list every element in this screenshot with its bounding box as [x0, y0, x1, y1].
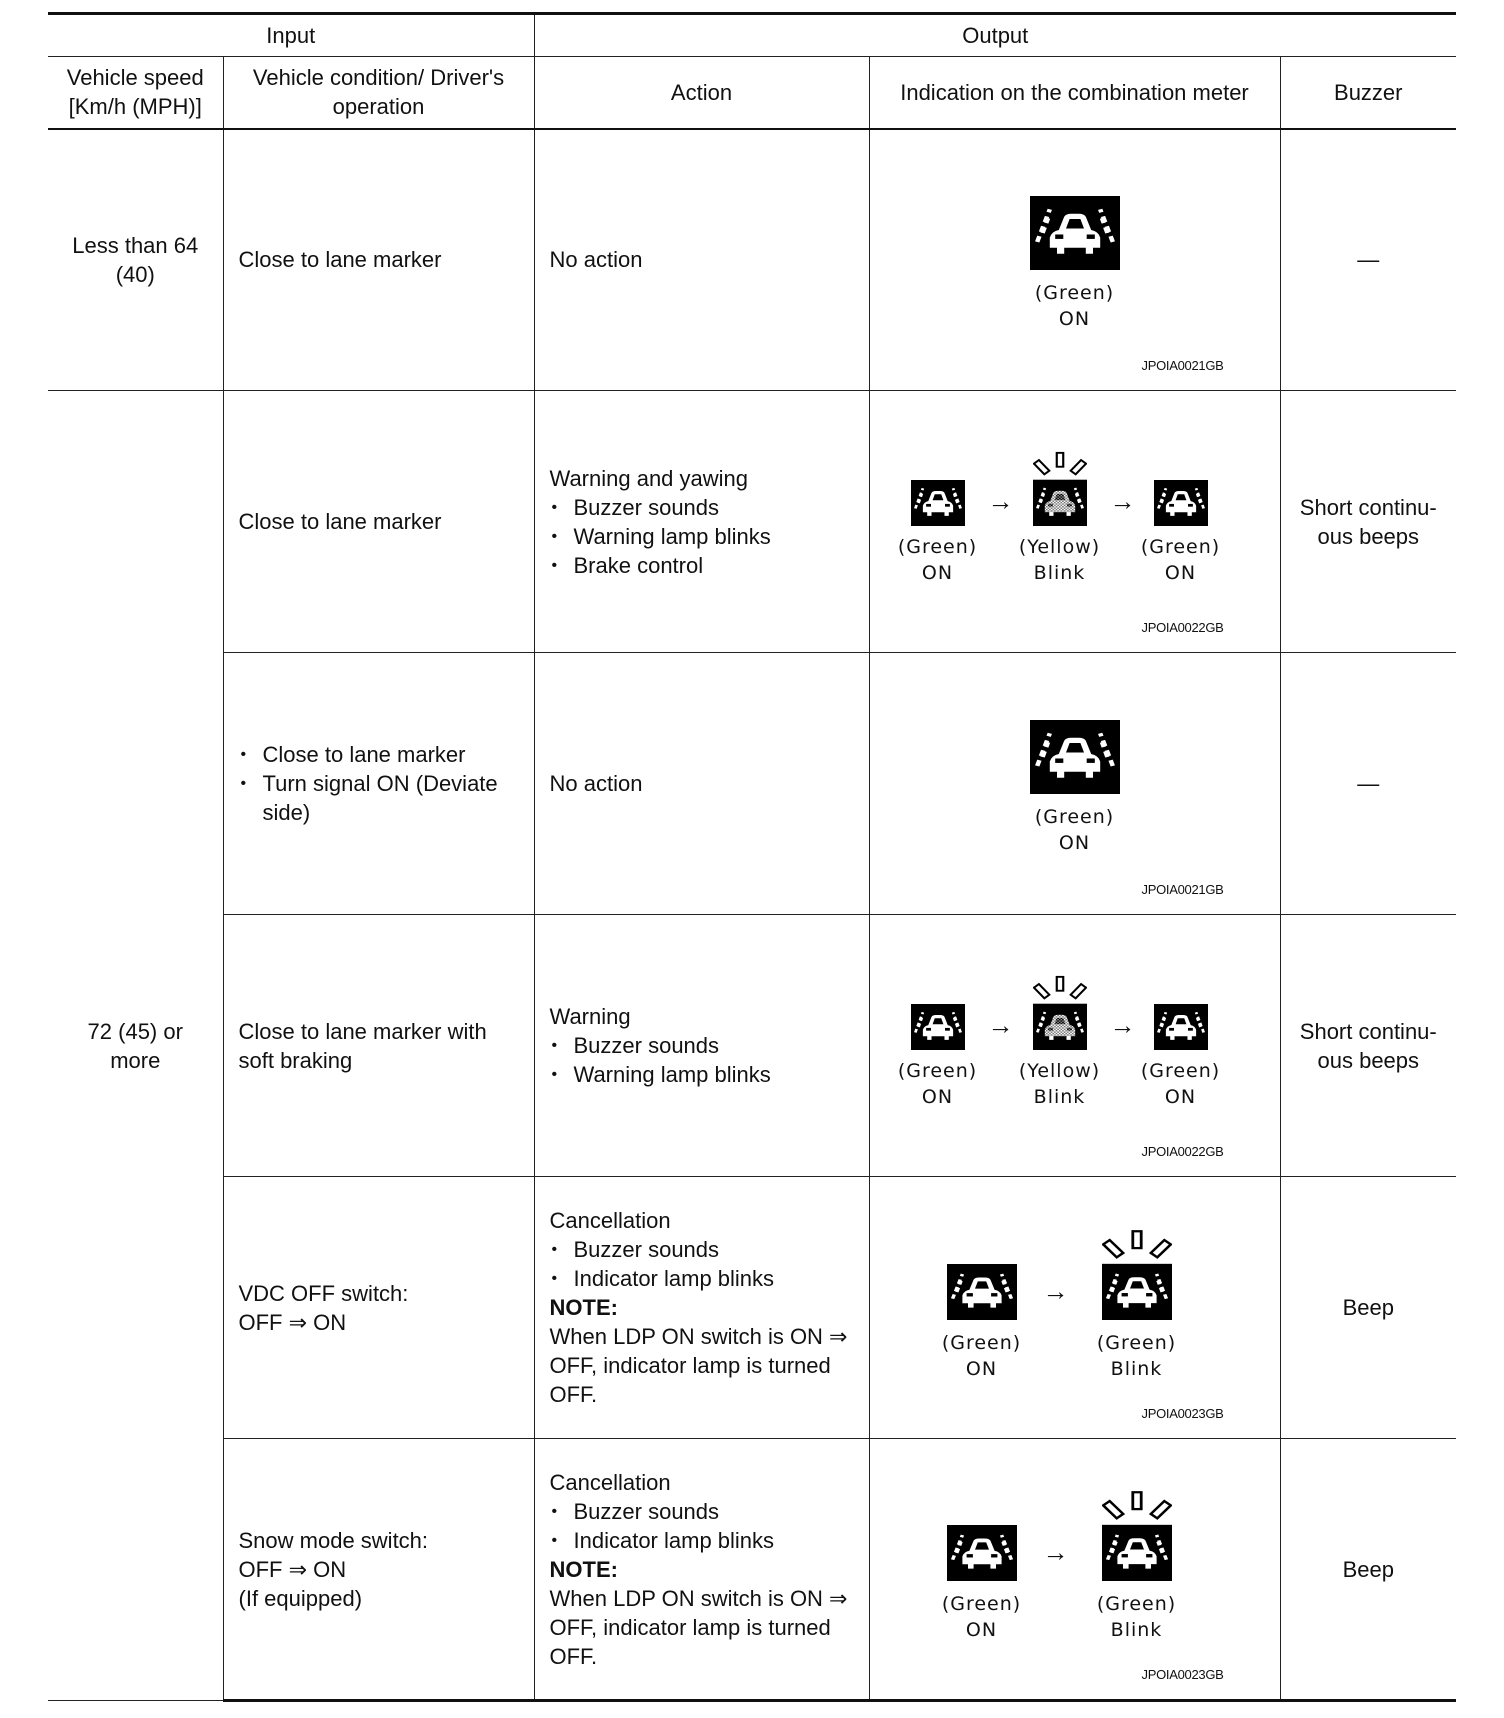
- action-bullet-list: [550, 1031, 861, 1089]
- buzzer-cell: [1280, 653, 1456, 915]
- speed-line: (40): [115, 261, 155, 287]
- note-line: When LDP ON switch is ON ⇒: [549, 1585, 848, 1611]
- figure-code: JPOIA0021GB: [1141, 881, 1224, 897]
- indicator-color: (Green): [1096, 1593, 1177, 1615]
- arrow-right-icon: →: [987, 485, 1014, 516]
- speed-header-line: [Km/h (MPH)]: [68, 94, 202, 120]
- condition-bullet-item: [239, 740, 526, 769]
- note-line: OFF.: [549, 1382, 598, 1407]
- figure-code: JPOIA0022GB: [1141, 1143, 1224, 1159]
- indicator-caption: [1077, 1591, 1197, 1643]
- indication-cell: [869, 1177, 1280, 1439]
- arrow-right-icon: →: [987, 1009, 1014, 1040]
- indicator-state: ON: [1058, 307, 1091, 330]
- condition-header-line: Vehicle condition/ Driver's: [252, 65, 505, 91]
- note-label: NOTE:: [549, 1295, 618, 1320]
- lane-departure-icon: [1154, 480, 1208, 526]
- indication-cell: [869, 391, 1280, 653]
- buzzer-line: Beep: [1342, 1295, 1394, 1320]
- indicator-state: ON: [965, 1357, 998, 1380]
- lane-departure-icon: [911, 480, 965, 526]
- indicator-caption: [1000, 1058, 1120, 1110]
- lane-departure-flashing-icon: [1102, 1229, 1172, 1320]
- indication-column-header: Indication on the combination meter: [869, 57, 1280, 129]
- buzzer-line: Short continu-: [1299, 1018, 1437, 1044]
- condition-line: OFF ⇒ ON: [238, 1309, 347, 1335]
- note-label: NOTE:: [549, 1556, 618, 1582]
- lane-departure-icon: [1154, 1004, 1208, 1050]
- arrow-right-icon: →: [1109, 1009, 1136, 1040]
- action-bullet-list: [550, 1235, 861, 1293]
- indication-cell: [869, 653, 1280, 915]
- buzzer-line: —: [1357, 247, 1380, 273]
- action-bullet-item: • Indicator lamp blinks: [550, 1264, 861, 1293]
- buzzer-cell: [1280, 129, 1456, 391]
- indicator-color: (Green): [941, 1331, 1022, 1354]
- indicator-state: ON: [921, 561, 954, 584]
- action-title: Warning and yawing: [549, 465, 749, 491]
- action-bullet-item: • Indicator lamp blinks: [550, 1526, 861, 1555]
- condition-line: Close to lane marker: [238, 509, 442, 534]
- indicator-caption: [1015, 280, 1135, 332]
- output-header: Output: [534, 14, 1456, 57]
- buzzer-line: ous beeps: [1317, 1047, 1420, 1073]
- indicator-state: ON: [965, 1619, 998, 1641]
- condition-line: OFF ⇒ ON: [238, 1556, 347, 1582]
- indicator-caption: [878, 534, 998, 586]
- indicator-color: (Yellow): [1018, 535, 1101, 558]
- action-bullet-item: • Buzzer sounds: [550, 493, 861, 522]
- action-bullet-item: • Brake control: [550, 551, 861, 580]
- speed-line: more: [110, 1047, 161, 1073]
- buzzer-line: Beep: [1342, 1556, 1394, 1582]
- condition-cell: [223, 391, 534, 653]
- indicator-state: Blink: [1033, 1085, 1086, 1108]
- indicator-state: ON: [1164, 1085, 1197, 1108]
- lane-departure-icon: [1030, 720, 1120, 794]
- condition-cell: [223, 915, 534, 1177]
- lane-departure-flashing-icon: [1033, 975, 1087, 1050]
- action-bullet-item: • Warning lamp blinks: [550, 1060, 861, 1089]
- speed-column-header: [48, 57, 223, 129]
- action-title: Cancellation: [549, 1469, 671, 1495]
- condition-bullet-line: side): [262, 800, 311, 825]
- action-bullet-list: [550, 1497, 861, 1555]
- condition-bullet-line: • Close to lane marker: [262, 742, 466, 767]
- indicator-state: Blink: [1110, 1357, 1163, 1380]
- condition-cell: [223, 653, 534, 915]
- action-bullet-item: • Buzzer sounds: [550, 1235, 861, 1264]
- action-bullet-list: [550, 493, 861, 580]
- condition-line: Snow mode switch:: [238, 1527, 429, 1553]
- action-title: Cancellation: [549, 1208, 671, 1233]
- note-line: When LDP ON switch is ON ⇒: [549, 1324, 848, 1349]
- action-cell: [534, 915, 869, 1177]
- indicator-color: (Green): [897, 535, 978, 558]
- buzzer-line: —: [1357, 771, 1380, 796]
- indicator-color: (Green): [1034, 281, 1115, 304]
- indicator-color: (Green): [1034, 805, 1115, 828]
- note-line: OFF, indicator lamp is turned: [549, 1353, 831, 1378]
- action-title: No action: [549, 247, 643, 273]
- condition-cell: [223, 129, 534, 391]
- condition-line: Close to lane marker: [238, 247, 442, 273]
- indication-cell: [869, 915, 1280, 1177]
- condition-cell: [223, 1439, 534, 1701]
- indicator-caption: [1121, 1058, 1241, 1110]
- action-column-header: Action: [534, 57, 869, 129]
- note-line: OFF, indicator lamp is turned: [549, 1614, 831, 1640]
- arrow-right-icon: →: [1109, 485, 1136, 516]
- indicator-state: ON: [1058, 831, 1091, 854]
- condition-bullet-item: [239, 769, 526, 827]
- lane-departure-icon: [947, 1264, 1017, 1320]
- lane-departure-flashing-icon: [1033, 451, 1087, 526]
- condition-line: Close to lane marker with: [238, 1018, 487, 1044]
- indicator-color: (Green): [897, 1059, 978, 1082]
- indicator-color: (Green): [1140, 1059, 1221, 1082]
- action-title: No action: [549, 771, 643, 796]
- lane-departure-icon: [947, 1525, 1017, 1581]
- arrow-right-icon: →: [1042, 1275, 1069, 1306]
- action-title: Warning: [549, 1004, 631, 1029]
- buzzer-line: ous beeps: [1317, 523, 1420, 549]
- ldp-operation-table: [48, 12, 1456, 1702]
- condition-cell: [223, 1177, 534, 1439]
- buzzer-cell: [1280, 915, 1456, 1177]
- indicator-state: ON: [1164, 561, 1197, 584]
- indicator-color: (Green): [1140, 535, 1221, 558]
- indication-cell: [869, 129, 1280, 391]
- action-cell: [534, 391, 869, 653]
- action-cell: [534, 1439, 869, 1701]
- condition-header-line: operation: [332, 94, 425, 120]
- indicator-caption: [1077, 1330, 1197, 1382]
- indication-cell: [869, 1439, 1280, 1701]
- indicator-state: Blink: [1110, 1619, 1163, 1641]
- speed-cell-high: [48, 391, 223, 1701]
- buzzer-column-header: Buzzer: [1280, 57, 1456, 129]
- condition-column-header: [223, 57, 534, 129]
- speed-line: Less than 64: [72, 232, 199, 258]
- action-cell: [534, 1177, 869, 1439]
- condition-bullet-line: • Turn signal ON (Deviate: [262, 771, 498, 796]
- indicator-caption: [878, 1058, 998, 1110]
- action-bullet-item: • Warning lamp blinks: [550, 522, 861, 551]
- arrow-right-icon: →: [1042, 1537, 1069, 1567]
- condition-line: (If equipped): [238, 1585, 363, 1611]
- speed-cell-low: [48, 129, 223, 391]
- action-bullet-item: • Buzzer sounds: [550, 1031, 861, 1060]
- figure-code: JPOIA0021GB: [1141, 357, 1224, 373]
- condition-line: soft braking: [238, 1047, 353, 1073]
- action-bullet-item: • Buzzer sounds: [550, 1497, 861, 1526]
- note-line: OFF.: [549, 1643, 598, 1669]
- lane-departure-icon: [1030, 196, 1120, 270]
- figure-code: JPOIA0022GB: [1141, 619, 1224, 635]
- indicator-caption: [922, 1591, 1042, 1643]
- indicator-state: ON: [921, 1085, 954, 1108]
- indicator-color: (Green): [941, 1593, 1022, 1615]
- indicator-caption: [1121, 534, 1241, 586]
- speed-header-line: Vehicle speed: [66, 65, 204, 91]
- figure-code: JPOIA0023GB: [1141, 1405, 1224, 1421]
- buzzer-line: Short continu-: [1299, 494, 1437, 520]
- input-header: Input: [48, 14, 534, 57]
- indicator-color: (Green): [1096, 1331, 1177, 1354]
- lane-departure-icon: [911, 1004, 965, 1050]
- condition-bullet-list: [239, 740, 526, 827]
- buzzer-cell: [1280, 1439, 1456, 1701]
- speed-line: 72 (45) or: [87, 1018, 183, 1044]
- buzzer-cell: [1280, 391, 1456, 653]
- indicator-color: (Yellow): [1018, 1059, 1101, 1082]
- condition-line: VDC OFF switch:: [238, 1280, 409, 1306]
- action-cell: [534, 653, 869, 915]
- indicator-caption: [1015, 804, 1135, 856]
- indicator-caption: [1000, 534, 1120, 586]
- figure-code: JPOIA0023GB: [1141, 1667, 1224, 1682]
- indicator-state: Blink: [1033, 561, 1086, 584]
- indicator-caption: [922, 1330, 1042, 1382]
- lane-departure-flashing-icon: [1102, 1490, 1172, 1581]
- buzzer-cell: [1280, 1177, 1456, 1439]
- action-cell: [534, 129, 869, 391]
